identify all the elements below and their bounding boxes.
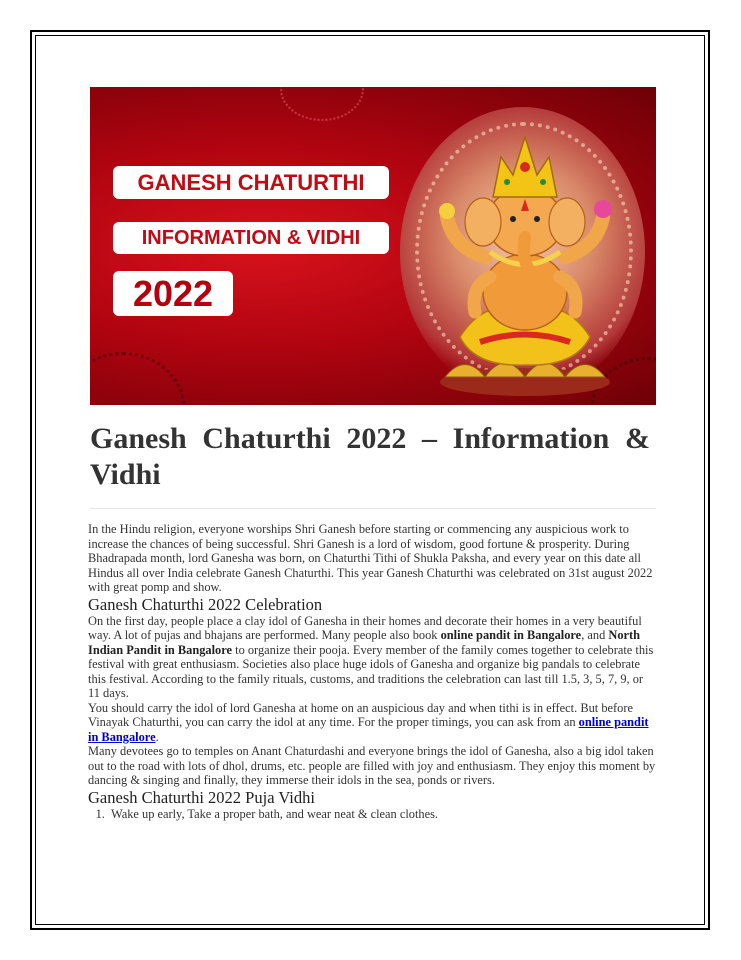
article-body [88, 522, 658, 821]
celebration-paragraph: On the first day, people place a clay idol of Ganesha in their homes and decorate their homes in a very beautiful way. A lot of pujas and bhajans are performed. Many people also book online pandit in Bangalore, and North Indian Pandit in Bangalore to organize their pooja. Every member of the family comes together to celebrate this festival with great enthusiasm. Societies also place huge idols of Ganesha and organize big pandals to celebrate this festival. According to the family rituals, customs, and traditions the celebration can last till 1.5, 3, 5, 7, 9, or 11 days. [88, 613, 654, 700]
mandala-ornament [90, 352, 186, 405]
title-divider [90, 508, 656, 509]
visarjan-paragraph: Many devotees go to temples on Anant Chaturdashi and everyone brings the idol of Ganesha, also a big idol taken out to the road with lots of dhol, drums, etc. people are filled with joy and enthusiasm. They enjoy this moment by dancing & singing and finally, they immerse their idols in the sea, ponds or rivers. [88, 744, 656, 787]
banner-title-line2: INFORMATION & VIDHI [113, 222, 389, 254]
article-title: Ganesh Chaturthi 2022 – Information & Vidhi [90, 422, 650, 491]
intro-paragraph: In the Hindu religion, everyone worships Shri Ganesh before starting or commencing any auspicious work to increase the chances of being successful. Shri Ganesh is a lord of wisdom, good fortune & prosperity. During Bhadrapada month, lord Ganesha was born, on Chaturthi Tithi of Shukla Paksha, and every year on this date all Hindus all over India celebrate Ganesh Chaturthi. This year Ganesh Chaturthi was celebrated on 31st august 2022 with great pomp and show. [88, 522, 653, 594]
banner-title-line1: GANESH CHATURTHI [113, 166, 389, 199]
bold-keyword: online pandit in Bangalore [440, 628, 582, 642]
bold-keyword: North Indian Pandit in Bangalore [88, 628, 641, 657]
section-heading-puja-vidhi: Ganesh Chaturthi 2022 Puja Vidhi [88, 787, 315, 807]
section-heading-celebration: Ganesh Chaturthi 2022 Celebration [88, 594, 323, 614]
ganesha-idol-image [425, 127, 625, 397]
list-item: 1. Wake up early, Take a proper bath, and wear neat & clean clothes. [108, 807, 658, 822]
banner-year: 2022 [113, 271, 233, 316]
hero-banner [90, 87, 656, 405]
puja-steps-list [88, 807, 658, 822]
mandala-ornament [280, 87, 364, 121]
online-pandit-link[interactable]: online pandit in Bangalore [88, 715, 649, 744]
timing-paragraph: You should carry the idol of lord Ganesha at home on an auspicious day and when tithi is in effect. But before Vinayak Chaturthi, you can carry the idol at any time. For the proper timings, you can ask from an online pandit in Bangalore. [88, 700, 649, 744]
